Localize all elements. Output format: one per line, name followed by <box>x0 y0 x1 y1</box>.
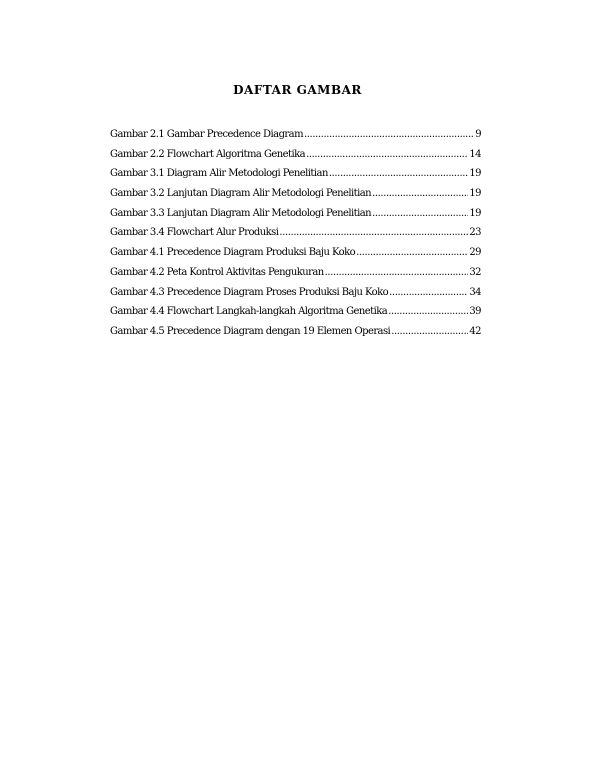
toc-entry-page-number: 19 <box>469 188 481 200</box>
dot-leader <box>388 306 468 317</box>
toc-entry-label: Gambar 4.5 Precedence Diagram dengan 19 Elemen Operasi <box>110 325 391 337</box>
toc-entry-page-number: 19 <box>469 207 481 219</box>
toc-entry-label: Gambar 4.3 Precedence Diagram Proses Produksi Baju Koko <box>110 286 389 298</box>
toc-entry-label: Gambar 4.4 Flowchart Langkah-langkah Algoritma Genetika <box>110 306 388 318</box>
dot-leader <box>356 247 468 258</box>
toc-entry-page-number: 34 <box>469 286 481 298</box>
toc-entry-page-number: 29 <box>469 247 481 259</box>
list-of-figures <box>110 129 481 346</box>
toc-entry-4-5[interactable] <box>110 326 481 346</box>
dot-leader <box>325 267 469 278</box>
dot-leader <box>306 149 468 160</box>
toc-entry-3-4[interactable] <box>110 227 481 247</box>
toc-entry-4-1[interactable] <box>110 247 481 267</box>
toc-entry-page-number: 19 <box>469 168 481 180</box>
toc-entry-3-2[interactable] <box>110 188 481 208</box>
page-title: DAFTAR GAMBAR <box>233 83 362 97</box>
toc-entry-label: Gambar 4.2 Peta Kontrol Aktivitas Pengukuran <box>110 266 324 278</box>
dot-leader <box>372 208 468 219</box>
dot-leader <box>329 168 469 179</box>
toc-entry-3-3[interactable] <box>110 208 481 228</box>
toc-entry-page-number: 42 <box>469 325 481 337</box>
toc-entry-label: Gambar 3.2 Lanjutan Diagram Alir Metodologi Penelitian <box>110 188 372 200</box>
toc-entry-page-number: 9 <box>475 129 481 140</box>
toc-entry-4-4[interactable] <box>110 306 481 326</box>
toc-entry-label: Gambar 2.2 Flowchart Algoritma Genetika <box>110 148 306 160</box>
toc-entry-page-number: 39 <box>469 306 481 318</box>
dot-leader <box>279 227 468 238</box>
toc-entry-page-number: 14 <box>469 148 481 160</box>
toc-entry-label: Gambar 3.3 Lanjutan Diagram Alir Metodologi Penelitian <box>110 207 372 219</box>
toc-entry-label: Gambar 3.4 Flowchart Alur Produksi <box>110 227 279 239</box>
dot-leader <box>372 188 468 199</box>
toc-entry-page-number: 23 <box>469 227 481 239</box>
toc-entry-2-2[interactable] <box>110 149 481 169</box>
toc-entry-label: Gambar 2.1 Gambar Precedence Diagram <box>110 129 303 140</box>
toc-entry-page-number: 32 <box>469 266 481 278</box>
dot-leader <box>389 287 468 298</box>
toc-entry-4-3[interactable] <box>110 287 481 307</box>
toc-entry-3-1[interactable] <box>110 168 481 188</box>
dot-leader <box>304 129 474 140</box>
toc-entry-2-1[interactable] <box>110 129 481 149</box>
toc-entry-4-2[interactable] <box>110 267 481 287</box>
toc-entry-label: Gambar 4.1 Precedence Diagram Produksi Baju Koko <box>110 247 356 259</box>
dot-leader <box>391 326 468 337</box>
toc-entry-label: Gambar 3.1 Diagram Alir Metodologi Penelitian <box>110 168 328 180</box>
